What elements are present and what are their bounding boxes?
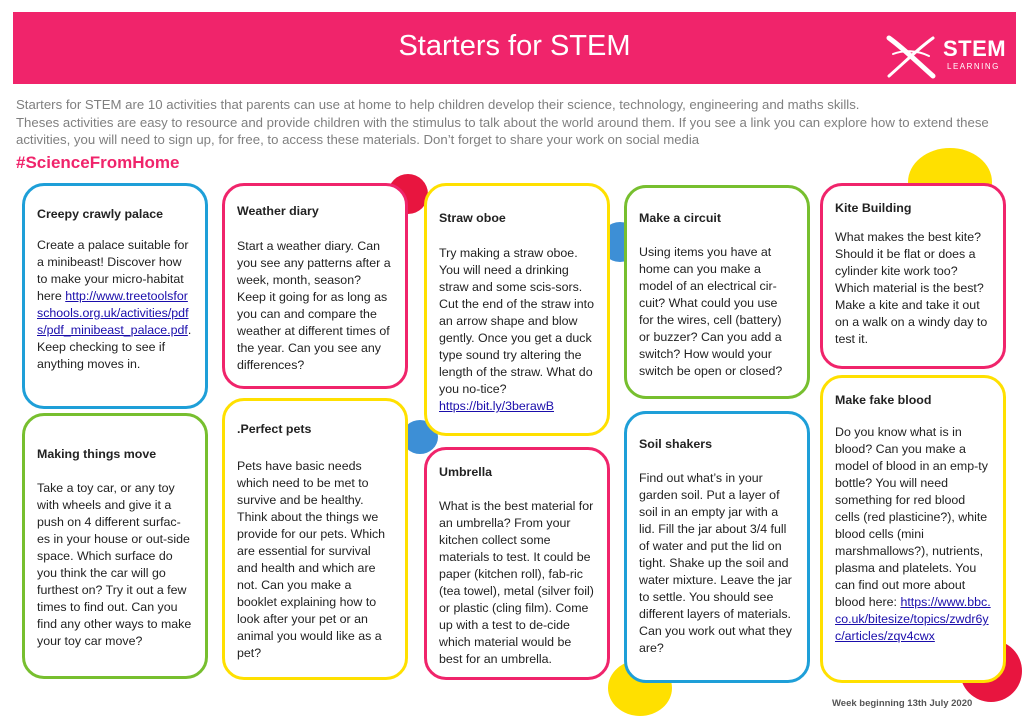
card-body: What is the best material for an umbrella? From your kitchen collect some materials to test. It could be paper (kitchen roll), fab-ric (tea towel), metal (silver foil) or plastic (cling film). Come up with a test to de-cide which material would be best for an umbrella. xyxy=(439,499,594,666)
card-title: Umbrella xyxy=(439,465,493,479)
hashtag: #ScienceFromHome xyxy=(16,153,180,172)
card-title: Straw oboe xyxy=(439,211,506,225)
card-make-a-circuit xyxy=(624,185,810,399)
card-title: Soil shakers xyxy=(639,437,713,451)
intro-text xyxy=(16,96,1016,149)
logo-subtext: LEARNING xyxy=(947,62,1000,71)
card-body: What makes the best kite? Should it be flat or does a cylinder kite work too? Which material is the best? Make a kite and take it out on a walk on a windy day to test it. xyxy=(835,230,988,346)
stem-learning-logo xyxy=(885,34,1007,82)
card-body: Try making a straw oboe. You will need a drinking straw and some scis-sors. Cut the end of the straw into an arrow shape and blow gently. Once you get a duck type sound try altering the length of the straw. What do you no-tice? https://bit.ly/3berawB xyxy=(439,246,594,413)
card-weather-diary xyxy=(222,183,408,389)
card-title: Make fake blood xyxy=(835,393,932,407)
card-make-fake-blood xyxy=(820,375,1006,683)
card-title: .Perfect pets xyxy=(237,422,312,436)
logo-text: STEM xyxy=(943,36,1007,61)
card-link[interactable]: http://www.treetoolsforschools.org.uk/activities/pdfs/pdf_minibeast_palace.pdf xyxy=(37,289,189,337)
stem-logo-icon xyxy=(885,34,937,80)
intro-line-1: Starters for STEM are 10 activities that parents can use at home to help children develop their science, technology, engineering and maths skills. xyxy=(16,97,860,112)
card-body: Start a weather diary. Can you see any patterns after a week, month, season? Keep it going for as long as you can and compare the weather at different times of the year. Can you see any differences? xyxy=(237,239,391,372)
intro-line-2: Theses activities are easy to resource and provide children with the stimulus to talk about the world around them. If you see a link you can explore how to extend these activities, you will need to sign up, for free, to access these materials. Don’t forget to share your work on social media xyxy=(16,114,989,147)
card-making-things-move xyxy=(22,413,208,679)
card-body: Create a palace suitable for a minibeast! Discover how to make your micro-habitat here http://www.treetoolsforschools.org.uk/activities/pdfs/pdf_minibeast_palace.pdf. Keep checking to see if anything moves in. xyxy=(37,238,192,371)
card-title: Kite Building xyxy=(835,201,912,215)
card-body: Do you know what is in blood? Can you make a model of blood in an emp-ty bottle? You will need something for red blood cells (red plasticine?), white blood cells (mini marshmallows?), nutrients, plasma and platelets. You can find out more about blood here: https://www.bbc.co.uk/bitesize/topics/zwdr6yc/articles/zqv4cwx xyxy=(835,425,991,643)
card-umbrella xyxy=(424,447,610,680)
card-perfect-pets xyxy=(222,398,408,680)
card-link[interactable]: https://bit.ly/3berawB xyxy=(439,399,555,413)
card-link[interactable]: https://www.bbc.co.uk/bitesize/topics/zwdr6yc/articles/zqv4cwx xyxy=(835,595,991,643)
card-body: Pets have basic needs which need to be met to survive and be healthy. Think about the things we provide for our pets. Which are essential for survival and health and which are not. Can you make a booklet explaining how to look after your pet or an animal you would like as a pet? xyxy=(237,459,386,660)
card-title: Make a circuit xyxy=(639,211,721,225)
card-title: Creepy crawly palace xyxy=(37,207,164,221)
card-title: Weather diary xyxy=(237,204,319,218)
card-body: Take a toy car, or any toy with wheels and give it a push on 4 different surfac-es in your house or out-side space. Which surface do you think the car will go furthest on? Try it out a few times to find out. Can you find any other ways to make your toy car move? xyxy=(37,481,192,648)
card-kite-building xyxy=(820,183,1006,369)
card-straw-oboe xyxy=(424,183,610,436)
card-soil-shakers xyxy=(624,411,810,683)
card-title: Making things move xyxy=(37,447,157,461)
page-title: Starters for STEM xyxy=(398,30,631,62)
week-footer: Week beginning 13th July 2020 xyxy=(832,698,973,709)
header-banner xyxy=(13,12,1016,84)
card-body: Find out what’s in your garden soil. Put a layer of soil in an empty jar with a lid. Fill the jar about 3/4 full of water and put the lid on tight. Shake up the soil and water mixture. Leave the jar to settle. You should see different layers of materials. Can you work out what they are? xyxy=(639,471,792,655)
card-creepy-crawly-palace xyxy=(22,183,208,409)
card-body: Using items you have at home can you make a model of an electrical cir-cuit? What could you use for the wires, cell (battery) or buzzer? Can you add a switch? How would your switch be open or closed? xyxy=(639,245,783,378)
